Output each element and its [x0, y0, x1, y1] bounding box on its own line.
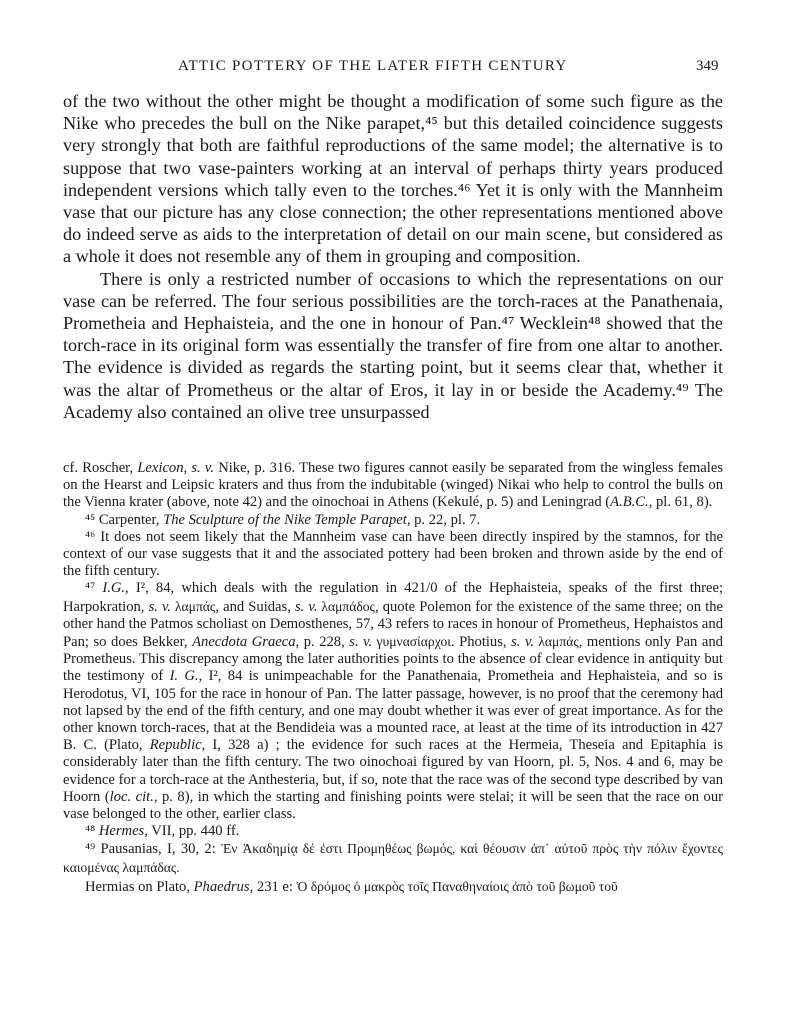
footnote-44-continuation: cf. Roscher, Lexicon, s. v. Nike, p. 316. These two figures cannot easily be separated from the wingless females on the Hearst and Leipsic kraters and thus from the indubitable (winged) Nikai who help to control the bulls on the Vienna krater (above, note 42) and the oinochoai in Athens (Kekulé, p. 5) and Leningrad (A.B.C., pl. 61, 8).: [63, 460, 723, 511]
body-paragraph-2: There is only a restricted number of occasions to which the representations on our vase can be referred. The four serious possibilities are the torch-races at the Panathenaia, Prometheia and Hephaisteia, and the one in honour of Pan.⁴⁷ Wecklein⁴⁸ showed that the torch-race in its original form was essentially the transfer of fire from one altar to another. The evidence is divided as regards the starting point, but it seems clear that, whether it was the altar of Prometheus or the altar of Eros, it lay in or beside the Academy.⁴⁹ The Academy also contained an olive tree unsurpassed: [63, 268, 723, 422]
footnote-45: ⁴⁵ Carpenter, The Sculpture of the Nike Temple Parapet, p. 22, pl. 7.: [85, 511, 481, 528]
footnote-46: ⁴⁶ It does not seem likely that the Mannheim vase can have been directly inspired by the stamnos, for the context of our vase suggests that it and the associated pottery had been broken and thrown aside by the end of the fifth century.: [63, 528, 723, 580]
running-head: ATTIC POTTERY OF THE LATER FIFTH CENTURY: [178, 58, 568, 74]
footnote-48: ⁴⁸ Hermes, VII, pp. 440 ff.: [85, 823, 240, 840]
footnote-49-continuation: Hermias on Plato, Phaedrus, 231 e: Ὁ δρόμος ὁ μακρὸς τοῖς Παναθηναίοις ἀπὸ τοῦ βωμοῦ τοῦ: [85, 878, 618, 895]
page-number: 349: [696, 58, 719, 74]
main-text: [63, 90, 723, 423]
footnote-49: ⁴⁹ Pausanias, I, 30, 2: Ἐν Ἀκαδημίᾳ δέ ἐστι Προμηθέως βωμός, καὶ θέουσιν ἀπ᾽ αὐτοῦ πρὸς τὴν πόλιν ἔχοντες καιομένας λαμπάδας.: [63, 841, 723, 875]
footnote-47: ⁴⁷ I.G., I², 84, which deals with the regulation in 421/0 of the Hephaisteia, speaks of the first three; Harpokration, s. v. λαμπάς, and Suidas, s. v. λαμπάδος, quote Polemon for the existence of the same three; on the other hand the Patmos scholiast on Demosthenes, 57, 43 refers to races in honour of Prometheus, Hephaistos and Pan; so does Bekker, Anecdota Graeca, p. 228, s. v. γυμνασίαρχοι. Photius, s. v. λαμπάς, mentions only Pan and Prometheus. This discrepancy among the later authorities points to the absence of clear evidence in antiquity but the testimony of I. G., I², 84 is unimpeachable for the Panathenaia, Prometheia and Hephaisteia, and so is Herodotus, VI, 105 for the race in honour of Pan. The latter passage, however, is no proof that the ceremony had not lapsed by the end of the fifth century, and one may doubt whether it was ever of great importance. As for the other known torch-races, that at the Bendideia was a mounted race, at least at the time of its introduction in 427 B. C. (Plato, Republic, I, 328 a) ; the evidence for such races at the Hermeia, Theseia and Epitaphia is considerably later than the fifth century. The two oinochoai figured by van Hoorn, pl. 5, Nos. 4 and 6, may be evidence for a torch-race at the Anthesteria, but, if so, note that the race was of the second type described by van Hoorn (loc. cit., p. 8), in which the starting and finishing points were stelai; it will be seen that the race on our vase belonged to the other, earlier class.: [63, 580, 724, 823]
body-paragraph-1: of the two without the other might be thought a modification of some such figure as the Nike who precedes the bull on the Nike parapet,⁴⁵ but this detailed coincidence suggests very strongly that both are faithful reproductions of the same model; the alternative is to suppose that two vase-painters working at an interval of perhaps thirty years produced independent versions which tally even to the torches.⁴⁶ Yet it is only with the Mannheim vase that our picture has any close connection; the other representations mentioned above do indeed serve as aids to the interpretation of detail on our main scene, but considered as a whole it does not resemble any of them in grouping and composition.: [63, 91, 723, 267]
page-header: [0, 58, 787, 80]
footnotes: [63, 460, 723, 896]
